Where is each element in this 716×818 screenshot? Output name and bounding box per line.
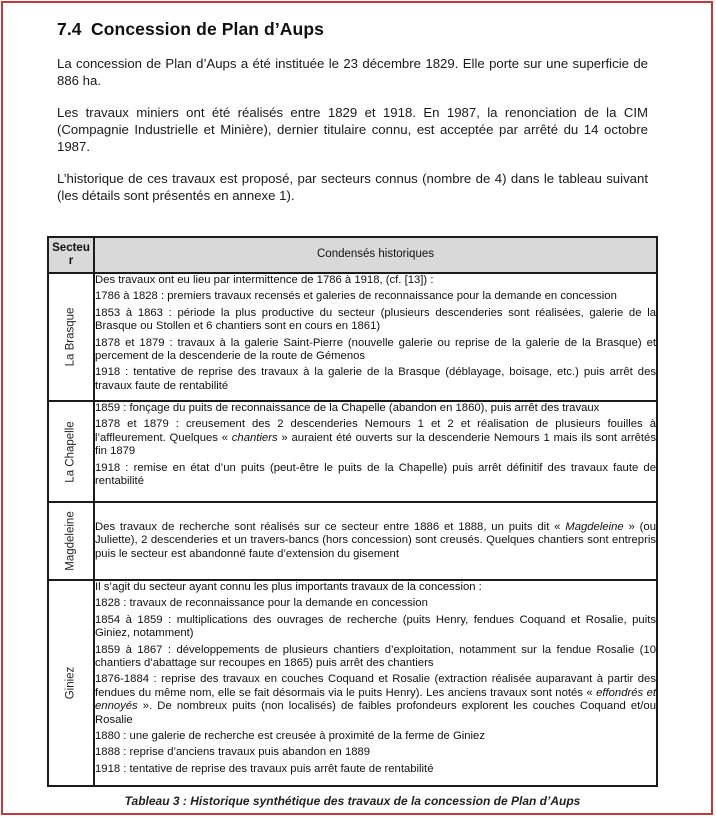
history-entry: Des travaux ont eu lieu par intermittence de 1786 à 1918, (cf. [13]) : — [95, 274, 434, 286]
history-entry: 1918 : remise en état d’un puits (peut-être le puits de la Chapelle) puis arrêt définitif des travaux faute de rentabilité — [95, 461, 656, 488]
header-sector: Secteu r — [48, 237, 94, 273]
table-row — [48, 401, 657, 502]
table-header-row — [48, 237, 657, 273]
history-entry — [95, 521, 656, 561]
history-table — [47, 236, 658, 787]
table-caption: Tableau 3 : Historique synthétique des travaux de la concession de Plan d’Aups — [124, 794, 581, 808]
history-entry: Il s’agit du secteur ayant connu les plus importants travaux de la concession : — [95, 581, 482, 593]
entry-text: 1876-1884 : reprise des travaux en couches Coquand et Rosalie (extraction réalisée auparavant à partir des fendues du même nom, elle se fait désormais via le puits Henry). Les anciens travaux sont notés « — [95, 673, 656, 699]
header-history: Condensés historiques — [94, 237, 657, 273]
sector-label: Giniez — [64, 666, 77, 700]
history-entry: 1880 : une galerie de recherche est creusée à proximité de la ferme de Giniez — [95, 730, 485, 743]
history-entry: 1786 à 1828 : premiers travaux recensés et galeries de reconnaissance pour la demande en concession — [95, 290, 617, 303]
entry-text: Des travaux de recherche sont réalisés sur ce secteur entre 1886 et 1888, un puits dit « — [95, 520, 566, 533]
sector-label: Magdeleine — [64, 511, 77, 571]
section-number: 7.4 — [57, 19, 82, 39]
history-entry — [95, 418, 656, 458]
history-entry: 1859 : fonçage du puits de reconnaissance de la Chapelle (abandon en 1860), puis arrêt des travaux — [95, 402, 600, 414]
paragraph-history-intro: L’historique de ces travaux est proposé, par secteurs connus (nombre de 4) dans le tableau suivant (les détails sont présentés en annexe 1). — [57, 171, 648, 203]
sector-label: La Chapelle — [64, 420, 77, 483]
history-entry: 1853 à 1863 : période la plus productive du secteur (plusieurs descenderies sont réalisées, galerie de la Brasque ou Stollen et 6 chantiers sont en cours en 1861) — [95, 306, 656, 333]
sector-cell — [48, 401, 94, 502]
entry-text: » (ou Juliette), 2 descenderies et un travers-bancs (hors concession) sont creusés. Quelques chantiers sont entrepris puis le secteur est abandonné faute d’extension du gisement — [95, 520, 656, 560]
paragraph-mining-works: Les travaux miniers ont été réalisés entre 1829 et 1918. En 1987, la renonciation de la CIM (Compagnie Industrielle et Minière), dernier titulaire connu, est acceptée par arrêté du 14 octobre 1987. — [57, 105, 648, 154]
history-entry: 1878 et 1879 : travaux à la galerie Saint-Pierre (nouvelle galerie ou reprise de la galerie de la Brasque) et percement de la descenderie de la route de Gémenos — [95, 336, 656, 363]
history-cell — [94, 502, 657, 580]
entry-emphasis: effondrés et ennoyés — [95, 686, 657, 713]
table-row — [48, 502, 657, 580]
entry-text: » auraient été ouverts sur la descenderie Nemours 1 mais ils sont arrêtés fin 1879 — [95, 431, 656, 458]
sector-cell — [48, 502, 94, 580]
entry-emphasis: Magdeleine — [565, 520, 624, 533]
entry-text: ». De nombreux puits (non localisés) de faibles profondeurs explorent les couches Coquand et/ou Rosalie — [95, 700, 656, 726]
history-entry — [95, 673, 656, 727]
history-entry: 1888 : reprise d’anciens travaux puis abandon en 1889 — [95, 746, 371, 759]
history-entry: 1828 : travaux de reconnaissance pour la demande en concession — [95, 597, 428, 610]
sector-cell — [48, 273, 94, 401]
history-cell — [94, 273, 657, 401]
entry-emphasis: chantiers — [231, 431, 278, 444]
section-heading — [57, 19, 324, 40]
table-row — [48, 580, 657, 786]
sector-label: La Brasque — [64, 307, 77, 367]
history-cell — [94, 401, 657, 502]
entry-text: 1878 et 1879 : creusement des 2 descenderies Nemours 1 et 2 et réalisation de plusieurs fouilles à l’affleurement. Quelques « — [95, 418, 656, 444]
history-entry: 1854 à 1859 : multiplications des ouvrages de recherche (puits Henry, fendues Coquand et Rosalie, puits Giniez, notamment) — [95, 613, 656, 640]
table-row — [48, 273, 657, 401]
section-title: Concession de Plan d’Aups — [91, 19, 324, 39]
sector-cell — [48, 580, 94, 786]
history-entry: 1859 à 1867 : développements de plusieurs chantiers d’exploitation, notamment sur la fendue Rosalie (10 chantiers d’abattage sur recoupes en 1865) puis arrêt des chantiers — [95, 643, 656, 670]
paragraph-concession-intro: La concession de Plan d’Aups a été instituée le 23 décembre 1829. Elle porte sur une superficie de 886 ha. — [57, 56, 648, 88]
history-cell — [94, 580, 657, 786]
history-entry: 1918 : tentative de reprise des travaux puis arrêt faute de rentabilité — [95, 762, 434, 775]
history-entry: 1918 : tentative de reprise des travaux à la galerie de la Brasque (déblayage, boisage, etc.) puis arrêt des travaux faute de rentabilité — [95, 366, 656, 392]
